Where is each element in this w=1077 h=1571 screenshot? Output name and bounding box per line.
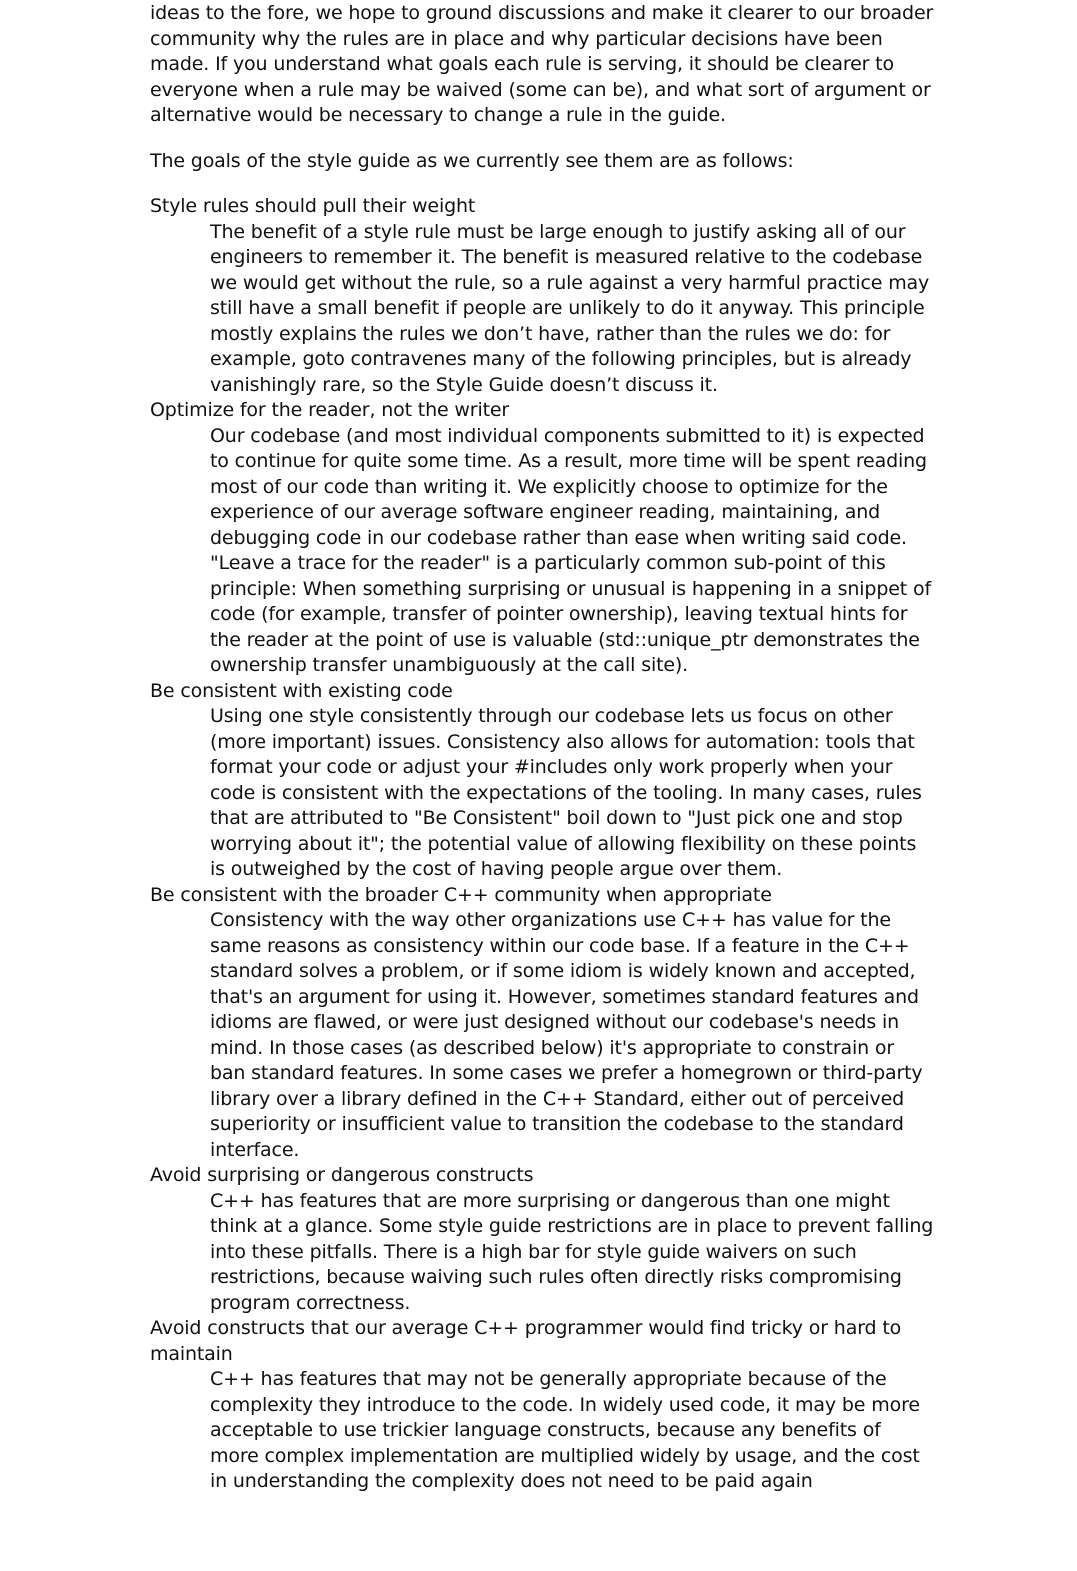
goal-description-avoid-dangerous: C++ has features that are more surprising or dangerous than one might think at a glance. Some style guide restrictions are in place to prevent falling into these pitfalls. There is a high bar for style guide waivers on such restrictions, because waiving such rules often directly risks compromising program correctness. [210, 1189, 934, 1314]
goal-term-consistent-existing: Be consistent with existing code [150, 679, 453, 702]
goals-lead-paragraph: The goals of the style guide as we currently see them are as follows: [150, 149, 794, 172]
document-page [150, 0, 935, 1495]
goal-description-consistent-existing: Using one style consistently through our codebase lets us focus on other (more important) issues. Consistency also allows for automation: tools that format your code or adjust your #includes only work properly when your code is consistent with the expectations of the tooling. In many cases, rules that are attributed to "Be Consistent" boil down to "Just pick one and stop worrying about it"; the potential value of allowing flexibility on these points is outweighed by the cost of having people argue over them. [210, 705, 922, 880]
goals-list [150, 194, 935, 1495]
goal-term-avoid-dangerous: Avoid surprising or dangerous constructs [150, 1164, 534, 1186]
goal-term-optimize-reader: Optimize for the reader, not the writer [150, 399, 510, 421]
goal-term-pull-weight: Style rules should pull their weight [150, 195, 476, 217]
goal-description-pull-weight: The benefit of a style rule must be large enough to justify asking all of our engineers to remember it. The benefit is measured relative to the codebase we would get without the rule, so a rule against a very harmful practice may still have a small benefit if people are unlikely to do it anyway. This principle mostly explains the rules we don’t have, rather than the rules we do: for example, goto contravenes many of the following principles, but is already vanishingly rare, so the Style Guide doesn’t discuss it. [210, 220, 930, 396]
goal-description-avoid-tricky: C++ has features that may not be generally appropriate because of the complexity they introduce to the code. In widely used code, it may be more acceptable to use trickier language constructs, because any benefits of more complex implementation are multiplied widely by usage, and the cost in understanding the complexity does not need to be paid again [210, 1368, 920, 1492]
goal-description-consistent-community: Consistency with the way other organizations use C++ has value for the same reasons as consistency within our code base. If a feature in the C++ standard solves a problem, or if some idiom is widely known and accepted, that's an argument for using it. However, sometimes standard features and idioms are flawed, or were just designed without our codebase's needs in mind. In those cases (as described below) it's appropriate to constrain or ban standard features. In some cases we prefer a homegrown or third-party library over a library defined in the C++ Standard, either out of perceived superiority or insufficient value to transition the codebase to the standard interface. [210, 909, 923, 1161]
goal-term-avoid-tricky: Avoid constructs that our average C++ programmer would find tricky or hard to maintain [150, 1317, 902, 1365]
intro-paragraph: ideas to the fore, we hope to ground discussions and make it clearer to our broader community why the rules are in place and why particular decisions have been made. If you understand what goals each rule is serving, it should be clearer to everyone when a rule may be waived (some can be), and what sort of argument or alternative would be necessary to change a rule in the guide. [150, 2, 934, 126]
goal-description-optimize-reader: Our codebase (and most individual components submitted to it) is expected to continue for quite some time. As a result, more time will be spent reading most of our code than writing it. We explicitly choose to optimize for the experience of our average software engineer reading, maintaining, and debugging code in our codebase rather than ease when writing said code. "Leave a trace for the reader" is a particularly common sub-point of this principle: When something surprising or unusual is happening in a snippet of code (for example, transfer of pointer ownership), leaving textual hints for the reader at the point of use is valuable (std::unique_ptr demonstrates the ownership transfer unambiguously at the call site). [210, 424, 932, 676]
goal-term-consistent-community: Be consistent with the broader C++ community when appropriate [150, 883, 772, 906]
